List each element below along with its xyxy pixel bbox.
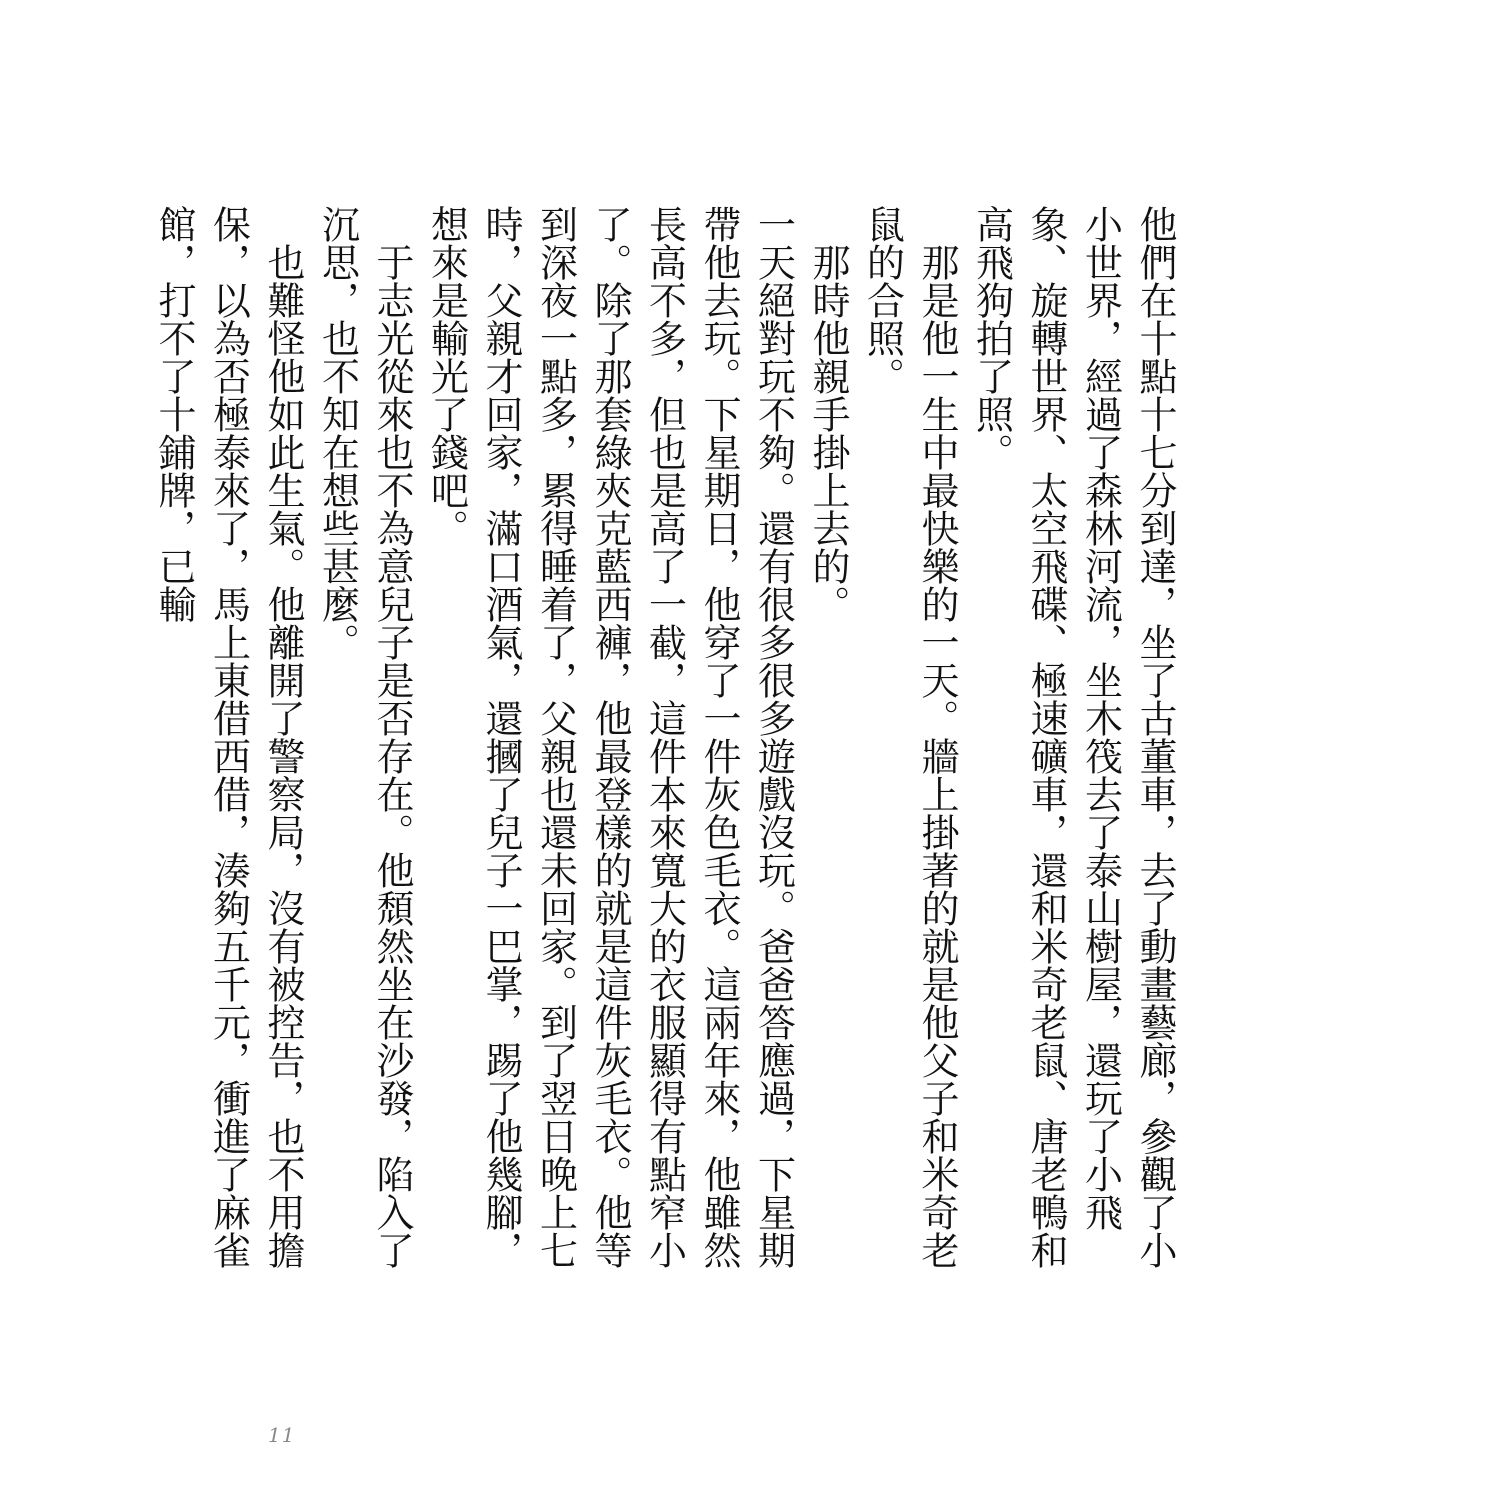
paragraph-2: 那是他一生中最快樂的一天。牆上掛著的就是他父子和米奇老鼠的合照。 bbox=[860, 205, 959, 1269]
paragraph-1: 他們在十點十七分到達，坐了古董車，去了動畫藝廊，參觀了小小世界，經過了森林河流，坐木筏去了泰山樹屋，還玩了小飛象、旋轉世界、太空飛碟、極速礦車，還和米奇老鼠、唐老鴨和高飛狗拍了照。 bbox=[969, 205, 1177, 1269]
paragraph-4: 一天絕對玩不夠。還有很多很多遊戲沒玩。爸爸答應過，下星期帶他去玩。下星期日，他穿了一件灰色毛衣。這兩年來，他雖然長高不多，但也是高了一截，這件本來寬大的衣服顯得有點窄小了。除了那套綠夾克藍西褲，他最登樣的就是這件灰毛衣。他等到深夜一點多，累得睡着了，父親也還未回家。到了翌日晚上七時，父親才回家，滿口酒氣，還摑了兒子一巴掌，踢了他幾腳，想來是輸光了錢吧。 bbox=[424, 205, 796, 1269]
paragraph-5: 于志光從來也不為意兒子是否存在。他頹然坐在沙發，陷入了沉思，也不知在想些甚麼。 bbox=[315, 205, 414, 1269]
paragraph-3: 那時他親手掛上去的。 bbox=[806, 243, 850, 623]
paragraph-6: 也難怪他如此生氣。他離開了警察局，沒有被控告，也不用擔保，以為否極泰來了，馬上東借西借，湊夠五千元，衝進了麻雀館，打不了十鋪牌，已輸 bbox=[152, 205, 305, 1269]
vertical-text-body bbox=[152, 205, 1182, 1275]
page-number: 11 bbox=[268, 1423, 296, 1447]
